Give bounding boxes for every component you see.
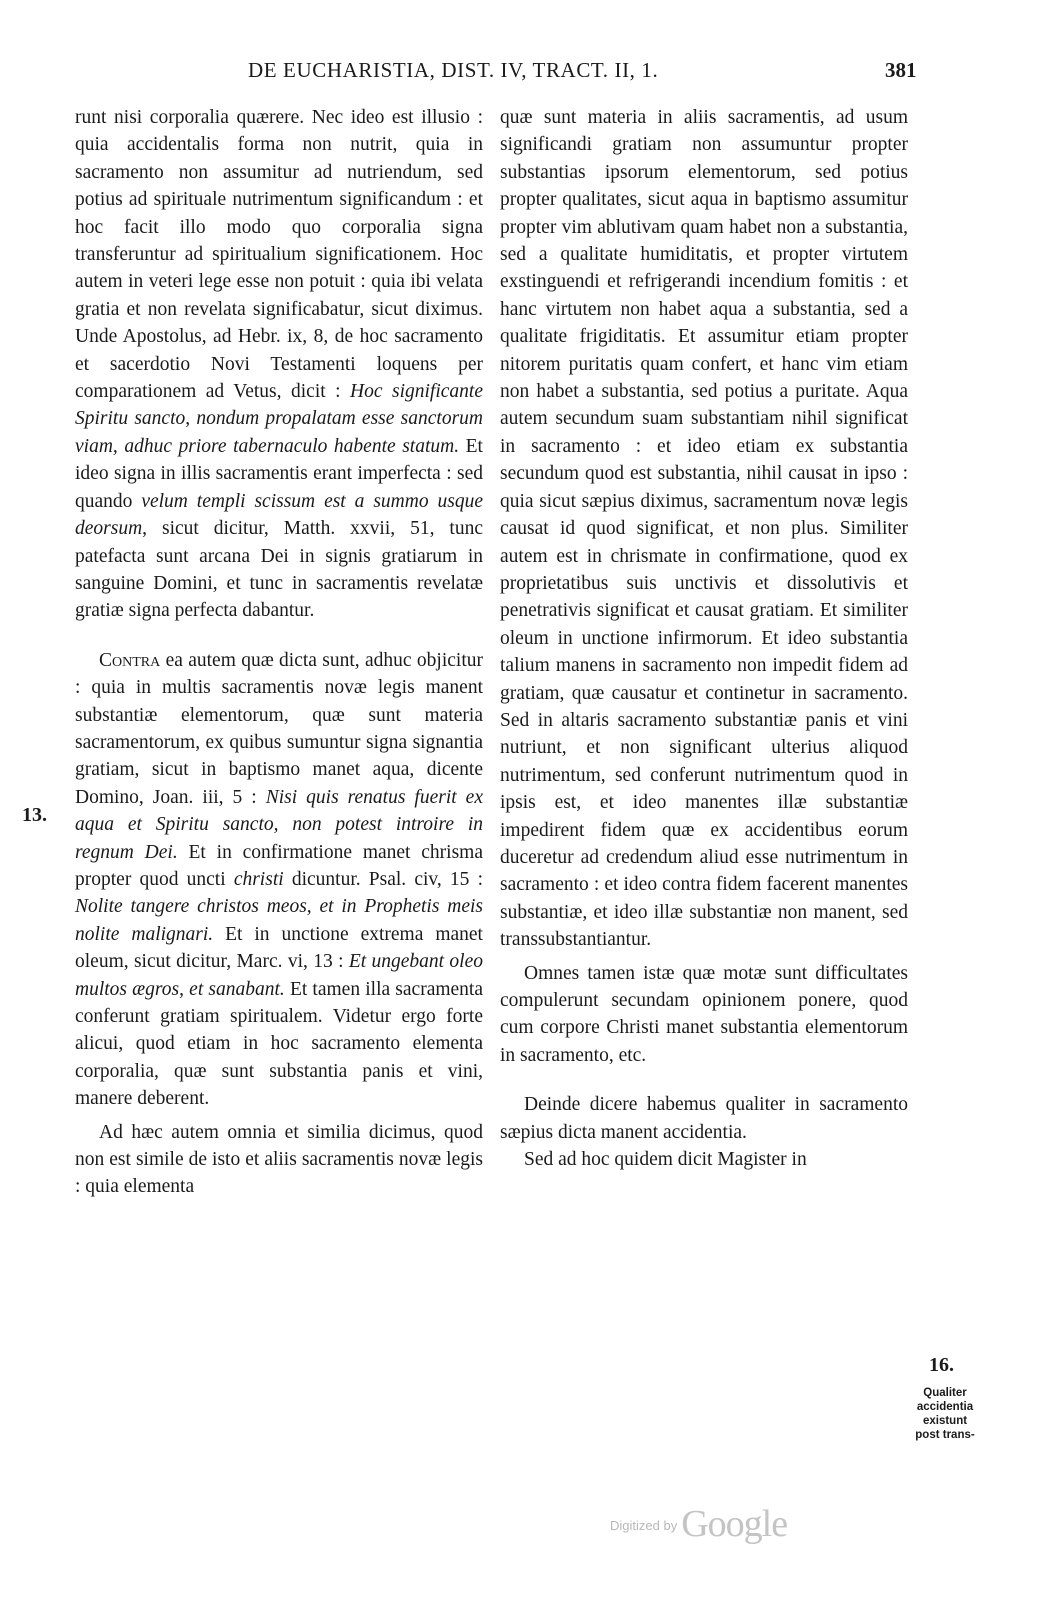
google-logo: Google	[681, 1503, 788, 1545]
paragraph: Ad hæc autem omnia et similia dicimus, quod non est simile de isto et aliis sacramentis novæ legis : quia elementa	[75, 1121, 483, 1198]
margin-note-line: Qualiter	[923, 1387, 967, 1399]
section-number-13: 13.	[22, 804, 47, 826]
right-column	[500, 104, 908, 1173]
italic-word: christi	[233, 868, 284, 890]
small-caps-lead: Contra	[99, 649, 161, 671]
left-column	[75, 104, 483, 1201]
paragraph: Sed ad hoc quidem dicit Magister in	[524, 1149, 807, 1171]
digitized-watermark	[610, 1502, 870, 1552]
margin-note-line: existunt	[922, 1415, 968, 1427]
text-run: , sicut dicitur, Matth. xxvii, 51, tunc patefacta sunt arcana Dei in signis gratiarum in sanguine Domini, et tunc in sacramentis revelatæ gratiæ signa perfecta dabantur.	[75, 518, 483, 622]
text-run: Et in confirmatione manet chrisma propter quod uncti	[75, 841, 483, 890]
paragraph	[75, 104, 483, 625]
section-number-16: 16.	[929, 1354, 954, 1376]
paragraph-section-13	[75, 647, 483, 1113]
margin-note-line: post trans-	[915, 1429, 975, 1441]
paragraph-section-16: Deinde dicere habemus qualiter in sacramento sæpius dicta manent accidentia.	[500, 1094, 908, 1143]
text-run: Et in unctione extrema manet oleum, sicut dicitur, Marc. vi, 13 :	[75, 923, 483, 973]
text-run: ea autem quæ dicta sunt, adhuc objicitur : quia in multis sacramentis novæ legis manent substantiæ elementorum, quæ sunt materia sacramentorum, ex quibus sumuntur signa signantia gratiam, sicut in baptismo manet aqua, dicente Domino, Joan. iii, 5 :	[75, 649, 483, 808]
text-run: runt nisi corporalia quærere. Nec ideo est illusio : quia accidentalis forma non nutrit, quia in sacramento non assumitur ad nutriendum, sed potius ad spirituale nutrimentum significandum : et hoc facit illo modo quo corporalia signa transferuntur ad spiritualium significationem. Hoc autem in veteri lege esse non potuit : quia ibi velata gratia et non revelata significabatur, sicut diximus. Unde Apostolus, ad Hebr. ix, 8, de hoc sacramento et sacerdotio Novi Testamenti loquens per comparationem ad Vetus, dicit :	[75, 107, 483, 403]
scripture-quote: velum templi scissum est a summo usque deorsum	[75, 490, 483, 540]
margin-note	[900, 1386, 990, 1442]
scripture-quote: Nolite tangere christos meos, et in Prophetis meis nolite malignari.	[75, 896, 483, 945]
paragraph: Omnes tamen istæ quæ motæ sunt difficultates compulerunt secundam opinionem ponere, quod cum corpore Christi manet substantia elementorum in sacramento, etc.	[500, 962, 908, 1066]
scripture-quote: Nisi quis renatus fuerit ex aqua et Spiritu sancto, non potest introire in regnum Dei.	[75, 786, 483, 863]
running-title: DE EUCHARISTIA, DIST. IV, TRACT. II, 1.	[248, 58, 659, 82]
margin-note-line: accidentia	[916, 1401, 974, 1413]
running-header	[0, 58, 1061, 92]
text-run: Et tamen illa sacramenta conferunt gratiam spiritualem. Videtur ergo forte alicui, quod etiam in hoc sacramento elementa corporalia, quæ sunt substantia panis et vini, manere deberent.	[75, 978, 483, 1110]
scripture-quote: Et ungebant oleo multos ægros, et sanabant.	[75, 951, 483, 1000]
digitized-label: Digitized by	[610, 1518, 678, 1533]
page-number: 381	[885, 58, 917, 82]
text-run: dicuntur. Psal. civ, 15 :	[283, 868, 483, 890]
text-run: Et ideo signa in illis sacramentis erant imperfecta : sed quando	[75, 435, 483, 512]
paragraph: quæ sunt materia in aliis sacramentis, ad usum significandi gratiam non assumuntur propter substantias ipsorum elementorum, sed potius propter qualitates, sicut aqua in baptismo assumitur propter vim ablutivam quam habet non a substantia, sed a qualitate humiditatis, et propter virtutem exstinguendi et refrigerandi incendium fomitis : et hanc virtutem non habet aqua a substantia, sed a qualitate frigiditatis. Et assumitur etiam propter nitorem puritatis quam confert, et hanc vim etiam non habet a substantia, sed potius a puritate. Aqua autem secundum suam substantiam nihil significat in sacramento : et ideo etiam ex substantia secundum quod est substantia, nihil causat in ipso : quia sicut sæpius diximus, sacramentum novæ legis causat id quod significat, et non plus. Similiter autem est in chrismate in confirmatione, quod ex proprietatibus suis unctivis et dissolutivis et penetrativis significat et causat gratiam. Et similiter oleum in unctione infirmorum. Et ideo substantia talium manens in sacramento non impedit fidem ad gratiam, quæ causatur et continetur in sacramento. Sed in altaris sacramento substantiæ panis et vini nutriunt, et non significant ulterius aliquod nutrimentum, sed conferunt nutrimentum quod in ipsis est, et ideo manentes illæ substantiæ impedirent fidem quæ ex accidentibus eorum duceretur ad credendum aliud esse nutrimentum in sacramento : et ideo contra fidem facerent manentes substantiæ, et ideo illæ substantiæ non manent, sed transsubstantiantur.	[500, 107, 908, 951]
scripture-quote: Hoc significante Spiritu sancto, nondum propalatam esse sanctorum viam, adhuc priore tabernaculo habente statum.	[75, 381, 483, 457]
